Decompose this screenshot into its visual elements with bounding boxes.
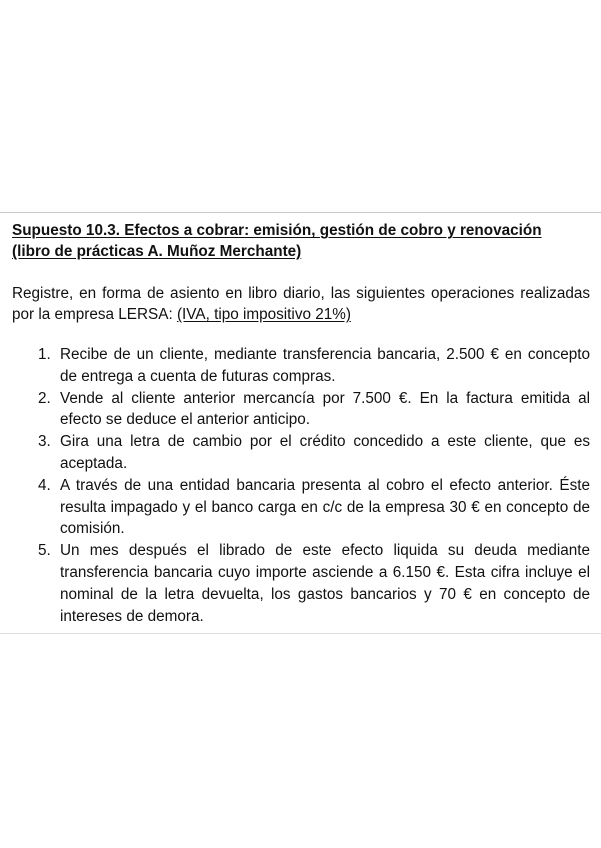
operation-number: 2. — [38, 389, 51, 407]
operation-text: Gira una letra de cambio por el crédito concedido a este cliente, que es aceptada. — [60, 433, 590, 472]
intro-text: Registre, en forma de asiento en libro diario, las siguientes operaciones realizadas por la empresa LERSA: — [12, 285, 590, 323]
operation-text: Recibe de un cliente, mediante transferencia bancaria, 2.500 € en concepto de entrega a cuenta de futuras compras. — [60, 346, 590, 385]
operation-number: 1. — [38, 346, 51, 363]
exercise-title-line-2: (libro de prácticas A. Muñoz Merchante) — [12, 243, 302, 260]
top-divider — [0, 212, 601, 213]
operation-number: 4. — [38, 476, 51, 494]
exercise-section — [12, 220, 590, 627]
vat-note: (IVA, tipo impositivo 21%) — [176, 306, 351, 323]
bottom-divider — [0, 633, 601, 634]
operation-item-2 — [38, 388, 590, 432]
operation-item-1 — [38, 344, 590, 388]
operation-number: 5. — [38, 542, 51, 560]
operation-item-3 — [38, 431, 590, 475]
operations-list — [12, 344, 590, 627]
operation-text: A través de una entidad bancaria presenta al cobro el efecto anterior. Éste resulta impagado y el banco carga en c/c de la empresa 30 € en concepto de comisión. — [60, 476, 590, 538]
operation-item-5 — [38, 540, 590, 627]
operation-text: Vende al cliente anterior mercancía por 7.500 €. En la factura emitida al efecto se deduce el anterior anticipo. — [60, 389, 590, 429]
exercise-title-line-1: Supuesto 10.3. Efectos a cobrar: emisión, gestión de cobro y renovación — [12, 222, 542, 239]
operation-item-4 — [38, 475, 590, 540]
exercise-title — [12, 220, 590, 262]
operation-text: Un mes después el librado de este efecto liquida su deuda mediante transferencia bancaria cuyo importe asciende a 6.150 €. Esta cifra incluye el nominal de la letra devuelta, los gastos bancarios y 70 € en concepto de intereses de demora. — [60, 542, 590, 625]
operation-number: 3. — [38, 433, 51, 451]
intro-paragraph — [12, 283, 590, 325]
